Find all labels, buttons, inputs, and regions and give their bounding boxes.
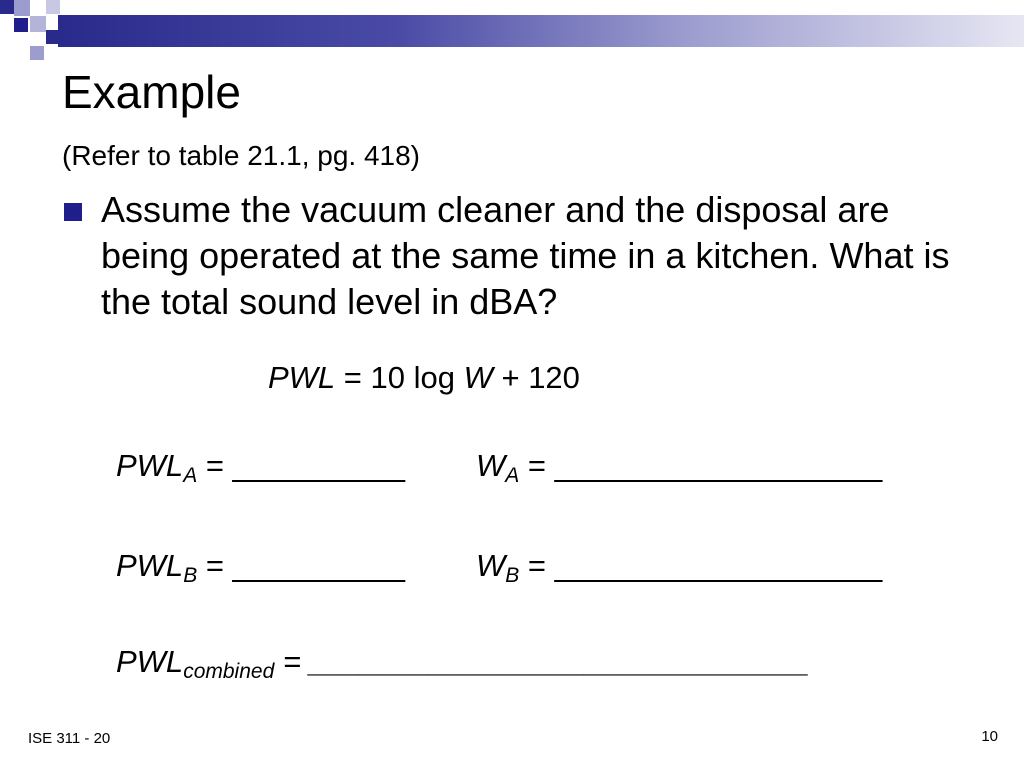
- subscript-b: B: [183, 564, 198, 587]
- slide-subtitle: (Refer to table 21.1, pg. 418): [62, 140, 420, 171]
- slide-title: Example: [62, 66, 241, 118]
- formula-rhs: + 120: [492, 360, 580, 395]
- footer-page-number: 10: [981, 728, 998, 745]
- pwl-combined-equation: [116, 642, 810, 682]
- corner-decoration-square: [30, 16, 46, 32]
- w-a-equation: [476, 446, 882, 486]
- pwl-label: PWL: [116, 548, 184, 583]
- bullet-text: Assume the vacuum cleaner and the disposal are being operated at the same time in a kitchen. What is the total sound level in dBA?: [101, 189, 950, 322]
- header-gradient-bar: [58, 15, 1024, 47]
- corner-decoration-square: [14, 0, 30, 16]
- pwl-label: PWL: [116, 644, 184, 679]
- w-a-blank: = ___________________: [519, 448, 883, 483]
- formula-middle: = 10 log: [335, 360, 464, 395]
- footer-course-label: ISE 311 - 20: [28, 730, 111, 747]
- corner-decoration-square: [46, 0, 60, 14]
- pwl-label: PWL: [116, 448, 184, 483]
- pwl-a-blank: = __________: [197, 448, 405, 483]
- subscript-b: B: [505, 564, 520, 587]
- pwl-b-blank: = __________: [197, 548, 405, 583]
- formula-pwl: PWL: [268, 360, 336, 395]
- bullet-square-icon: [64, 203, 82, 221]
- subscript-combined: combined: [183, 660, 275, 683]
- w-label: W: [476, 548, 506, 583]
- corner-decoration-square: [30, 46, 44, 60]
- w-b-equation: [476, 546, 882, 586]
- pwl-b-equation: [116, 546, 405, 586]
- pwl-formula: [268, 358, 580, 398]
- pwl-combined-blank: = _____________________________: [274, 644, 810, 679]
- w-b-blank: = ___________________: [519, 548, 883, 583]
- w-label: W: [476, 448, 506, 483]
- subscript-a: A: [183, 464, 198, 487]
- corner-decoration-square: [0, 0, 14, 14]
- subscript-a: A: [505, 464, 520, 487]
- corner-decoration-square: [14, 18, 28, 32]
- pwl-a-equation: [116, 446, 405, 486]
- formula-w: W: [463, 360, 493, 395]
